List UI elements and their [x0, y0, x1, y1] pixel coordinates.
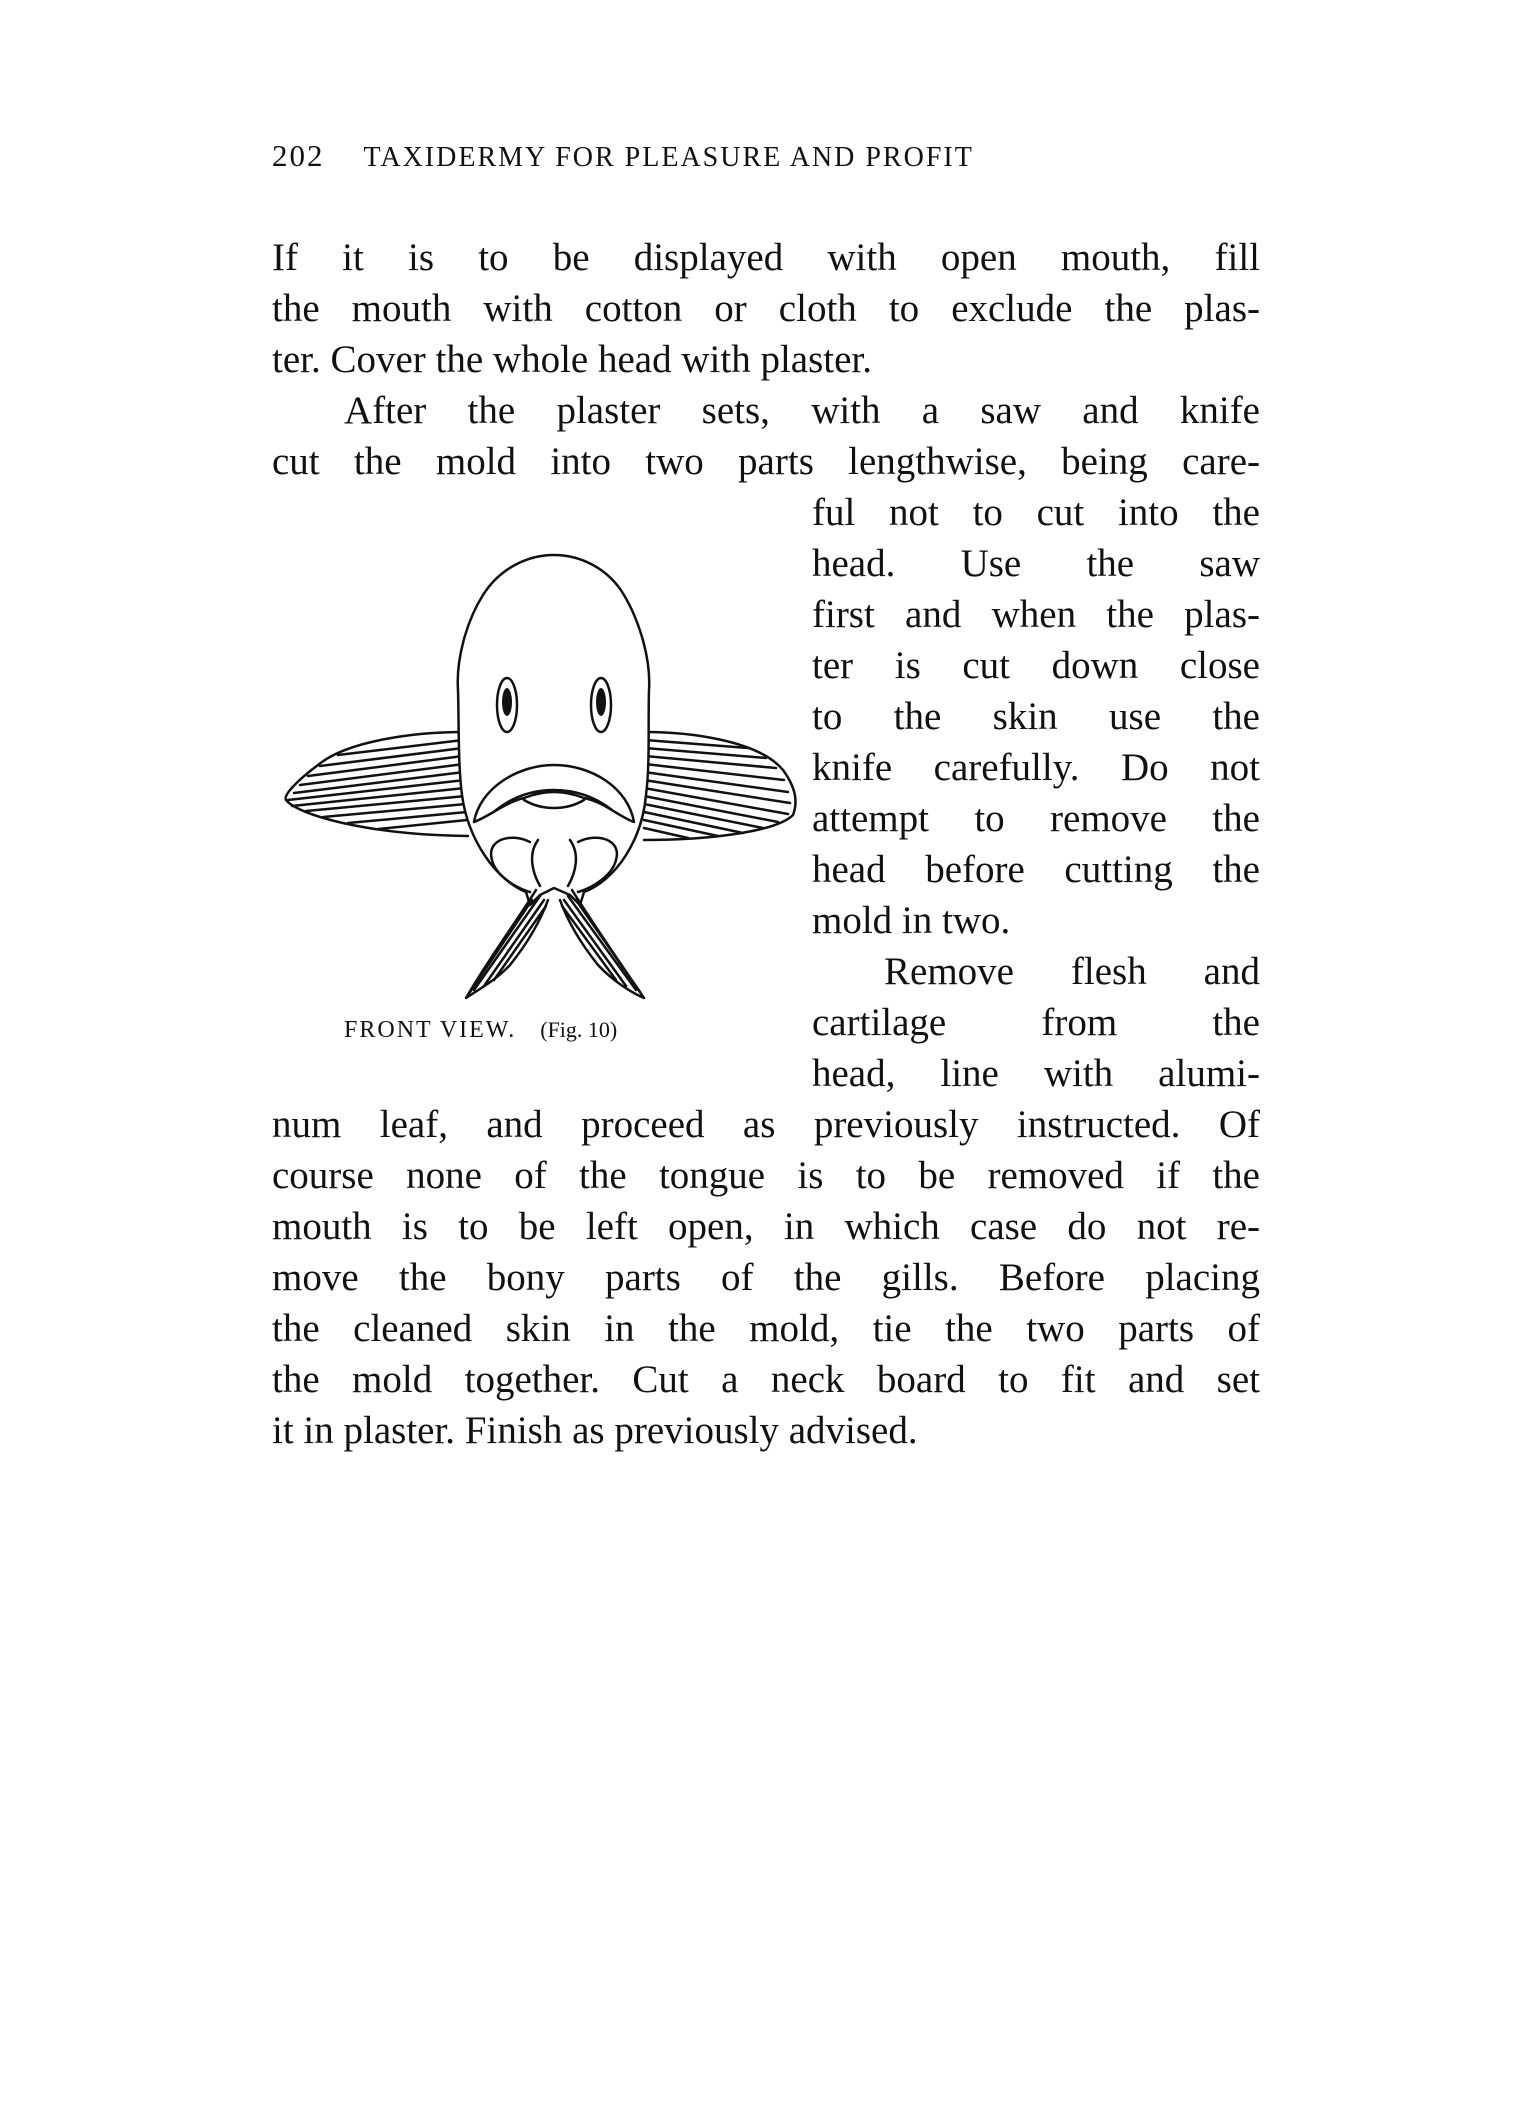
left-fin	[286, 732, 468, 836]
figure-caption	[344, 1017, 617, 1044]
paragraph-closing	[272, 1099, 1260, 1456]
fish-illustration	[278, 540, 818, 1010]
text-line: first and when the plas-	[812, 593, 1260, 636]
text-line: If it is to be displayed with open mouth, fill	[272, 236, 1260, 279]
text-line: the mold together. Cut a neck board to fit and set	[272, 1358, 1260, 1401]
left-tail-lobe	[466, 890, 548, 998]
text-line: course none of the tongue is to be removed if the	[272, 1154, 1260, 1197]
text-line: the mouth with cotton or cloth to exclude the plas-	[272, 287, 1260, 330]
text-line: ter is cut down close	[812, 644, 1260, 687]
page-number: 202	[272, 138, 325, 173]
text-line: it in plaster. Finish as previously advised.	[272, 1409, 918, 1452]
text-line: ter. Cover the whole head with plaster.	[272, 338, 873, 381]
book-title: TAXIDERMY FOR PLEASURE AND PROFIT	[363, 142, 974, 173]
text-line: to the skin use the	[812, 695, 1260, 738]
text-line: head before cutting the	[812, 848, 1260, 891]
text-line: attempt to remove the	[812, 797, 1260, 840]
text-line: mouth is to be left open, in which case do not re-	[272, 1205, 1260, 1248]
fish-front-view-figure	[278, 540, 818, 1010]
text-line: After the plaster sets, with a saw and knife	[344, 389, 1260, 432]
right-fin	[644, 732, 796, 840]
paragraph-opening	[272, 232, 1260, 487]
text-line: cartilage from the	[812, 1001, 1260, 1044]
text-line: Remove flesh and	[884, 950, 1260, 993]
fish-body	[458, 555, 649, 905]
right-tail-lobe	[560, 890, 644, 998]
text-line: head, line with alumi-	[812, 1052, 1260, 1095]
text-line: num leaf, and proceed as previously instructed. Of	[272, 1103, 1260, 1146]
figure-reference: (Fig. 10)	[540, 1017, 618, 1042]
text-line: mold in two.	[812, 899, 1011, 942]
text-line: the cleaned skin in the mold, tie the two parts of	[272, 1307, 1260, 1350]
text-line: ful not to cut into the	[812, 491, 1260, 534]
text-line: head. Use the saw	[812, 542, 1260, 585]
running-head	[272, 138, 1272, 178]
text-line: knife carefully. Do not	[812, 746, 1260, 789]
text-line: move the bony parts of the gills. Before placing	[272, 1256, 1260, 1299]
paragraph-side-column	[812, 487, 1260, 1099]
text-line: cut the mold into two parts lengthwise, being care-	[272, 440, 1260, 483]
caption-label: FRONT VIEW.	[344, 1017, 517, 1043]
